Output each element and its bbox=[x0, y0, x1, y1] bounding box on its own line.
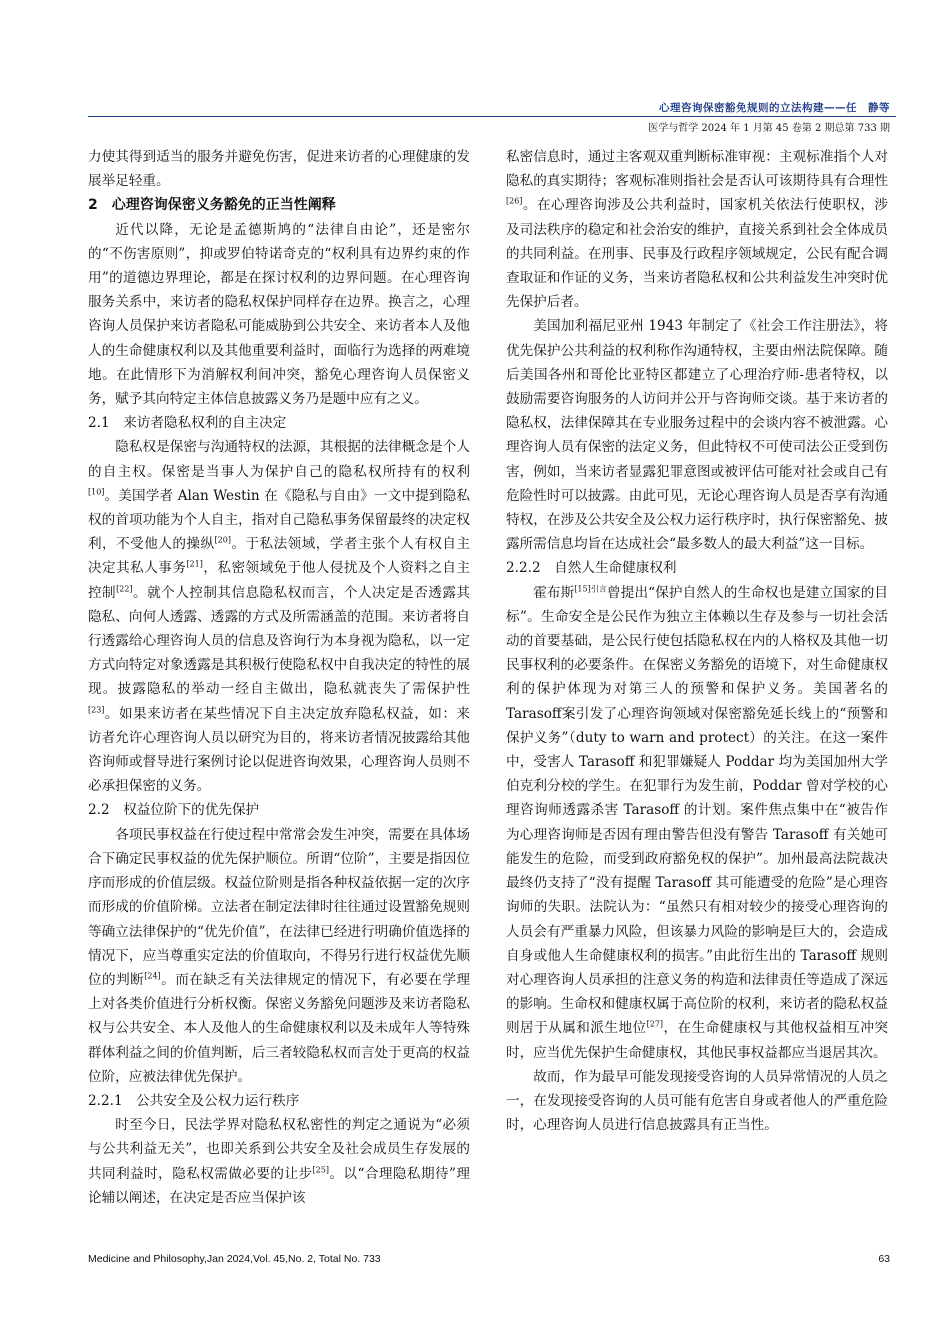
citation: [21] bbox=[186, 559, 203, 569]
running-title: 心理咨询保密豁免规则的立法构建——任 静等 bbox=[659, 102, 890, 114]
footer-journal: Medicine and Philosophy,Jan 2024,Vol. 45,No. 2, Total No. 733 bbox=[88, 1253, 381, 1265]
issue-line: 医学与哲学 2024 年 1 月第 45 卷第 2 期总第 733 期 bbox=[648, 123, 890, 134]
section-heading-2: 2 心理咨询保密义务豁免的正当性阐释 bbox=[88, 197, 336, 214]
subsection-heading-2-1: 2.1 来访者隐私权利的自主决定 bbox=[88, 415, 287, 432]
paragraph-continued-right: 私密信息时，通过主客观双重判断标准审视：主观标准指个人对隐私的真实期待；客观标准则指社会是否认可该期待具有合理性[26]。在心理咨询涉及公共利益时，国家机关依法行使职权，涉及司法秩序的稳定和社会治安的维护，直接关系到社会全体成员的共同利益。在刑事、民事及行政程序领域规定，公民有配合调查取证和作证的义务，当来访者隐私权和公共利益发生冲突时优先保护后者。 bbox=[506, 149, 888, 311]
subsection-heading-2-2: 2.2 权益位阶下的优先保护 bbox=[88, 802, 260, 819]
citation: [25] bbox=[312, 1165, 329, 1174]
page-footer bbox=[88, 1253, 896, 1269]
paragraph-2-2-1: 时至今日，民法学界对隐私权私密性的判定之通说为“必须与公共利益无关”，也即关系到公共安全及社会成员生存发展的共同利益时，隐私权需做必要的让步[25]。以“合理隐私期待”理论辅以阐述，在决定是否应当保护该 bbox=[88, 1117, 470, 1206]
paragraph-2-1: 隐私权是保密与沟通特权的法源，其根据的法律概念是个人的自主权。保密是当事人为保护自己的隐私权所持有的权利[10]。美国学者 Alan Westin 在《隐私与自由》一文中提到隐私权的首项功能为个人自主，指对自己隐私事务保留最终的决定权利，不受他人的操纵[20]。于私法领域，学者主张个人有权自主决定其私人事务[21]，私密领域免于他人侵扰及个人资料之自主控制[22]。就个人控制其信息隐私权而言，个人决定是否透露其隐私、向何人透露、透露的方式及所需涵盖的范围。来访者将自行透露给心理咨询人员的信息及咨询行为本身视为隐私，以一定方式向特定对象透露是其积极行使隐私权中自我决定的特性的展现。披露隐私的举动一经自主做出，隐私就丧失了需保护性[23]。如果来访者在某些情况下自主决定放弃隐私权益，如：来访者允许心理咨询人员以研究为目的，将来访者情况披露给其他咨询师或督导进行案例讨论以促进咨询效果，心理咨询人员则不必承担保密的义务。 bbox=[88, 439, 471, 795]
paragraph-2-2: 各项民事权益在行使过程中常常会发生冲突，需要在具体场合下确定民事权益的优先保护顺位。所谓“位阶”，主要是指因位序而形成的价值层级。权益位阶则是指各种权益依据一定的次序而形成的价值阶梯。立法者在制定法律时往往通过设置豁免规则等确立法律保护的“优先价值”，在法律已经进行明确价值选择的情况下，应当尊重实定法的价值取向，不得另行进行权益优先顺位的判断[24]。而在缺乏有关法律规定的情况下，有必要在学理上对各类价值进行分析权衡。保密义务豁免问题涉及来访者隐私权与公共安全、本人及他人的生命健康权利以及未成年人等特殊群体利益之间的价值判断，后三者较隐私权而言处于更高的权益位阶，应被法律优先保护。 bbox=[88, 826, 471, 1085]
left-column bbox=[88, 145, 470, 1210]
header-rule bbox=[88, 116, 896, 117]
right-column bbox=[506, 145, 888, 1137]
paragraph-2-2-2: 霍布斯$^{[15]引言}$曾提出“保护自然人的生命权也是建立国家的目标”。生命安全是公民作为独立主体赖以生存及参与一切社会活动的首要基础，是公民行使包括隐私权在内的人格权及其他一切民事权利的必要条件。在保密义务豁免的语境下，对生命健康权利的保护体现为对第三人的预警和保护义务。美国著名的Tarasoff案引发了心理咨询领域对保密豁免延长线上的“预警和保护义务”（duty to warn and protect）的关注。在这一案件中，受害人 Tarasoff 和犯罪嫌疑人 Poddar 均为美国加州大学伯克利分校的学生。在犯罪行为发生前，Poddar 曾对学校的心理咨询师透露杀害 Tarasoff 的计划。案件焦点集中在“被告作为心理咨询师是否因有理由警告但没有警告 Tarasoff 有关她可能发生的危险，而受到政府豁免权的保护”。加州最高法院裁决最终仍支持了“没有提醒 Tarasoff 其可能遭受的危险”是心理咨询师的失职。法院认为：“虽然只有相对较少的接受心理咨询的人员会有严重暴力风险，但该暴力风险的影响是巨大的，会造成自身或他人生命健康权利的损害。”由此衍生出的 Tarasoff 规则对心理咨询人员承担的注意义务的构造和法律责任等造成了深远的影响。生命权和健康权属于高位阶的权利，来访者的隐私权益则居于从属和派生地位[27]，在生命健康权与其他权益相互冲突时，应当优先保护生命健康权，其他民事权益都应当退居其次。 bbox=[506, 584, 889, 1061]
subsection-heading-2-2-1: 2.2.1 公共安全及公权力运行秩序 bbox=[88, 1092, 300, 1109]
paragraph-continued: 力使其得到适当的服务并避免伤害，促进来访者的心理健康的发展举足轻重。 bbox=[88, 149, 470, 190]
citation: [10] bbox=[88, 487, 105, 497]
citation: [20] bbox=[214, 535, 231, 545]
paragraph-us-law: 美国加利福尼亚州 1943 年制定了《社会工作注册法》，将优先保护公共利益的权利称作沟通特权，主要由州法院保障。随后美国各州和哥伦比亚特区都建立了心理治疗师-患者特权，以鼓励需要咨询服务的人访问并公开与咨询师交谈。基于来访者的隐私权，法律保障其在专业服务过程中的会谈内容不被泄露。心理咨询人员有保密的法定义务，但此特权不可使司法公正受到伤害，例如，当来访者显露犯罪意图或被评估可能对社会或自己有危险性时可以披露。由此可见，无论心理咨询人员是否享有沟通特权，在涉及公共安全及公权力运行秩序时，执行保密豁免、披露所需信息均旨在达成社会“最多数人的最大利益”这一目标。 bbox=[506, 318, 888, 553]
citation: [26] bbox=[506, 196, 523, 206]
citation: [22] bbox=[116, 584, 133, 594]
paragraph-section-2-intro: 近代以降，无论是孟德斯鸠的“法律自由论”，还是密尔的“不伤害原则”，抑或罗伯特诺奇克的“权利具有边界约束的作用”的道德边界理论，都是在探讨权利的边界问题。在心理咨询服务关系中，来访者的隐私权保护同样存在边界。换言之，心理咨询人员保护来访者隐私可能威胁到公共安全、来访者本人及他人的生命健康权利以及其他重要利益时，面临行为选择的两难境地。在此情形下为消解权利间冲突，豁免心理咨询人员保密义务，赋予其向特定主体信息披露义务乃是题中应有之义。 bbox=[88, 221, 470, 408]
subsection-heading-2-2-2: 2.2.2 自然人生命健康权利 bbox=[506, 560, 677, 577]
citation: [15]引言 bbox=[574, 584, 608, 594]
citation: [23] bbox=[88, 705, 105, 715]
citation: [24] bbox=[144, 971, 161, 981]
paragraph-conclusion: 故而，作为最早可能发现接受咨询的人员异常情况的人员之一，在发现接受咨询的人员可能有危害自身或者他人的严重危险时，心理咨询人员进行信息披露具有正当性。 bbox=[506, 1068, 888, 1134]
page-number: 63 bbox=[878, 1253, 890, 1265]
running-header bbox=[88, 100, 896, 132]
citation: [27] bbox=[646, 1019, 664, 1029]
